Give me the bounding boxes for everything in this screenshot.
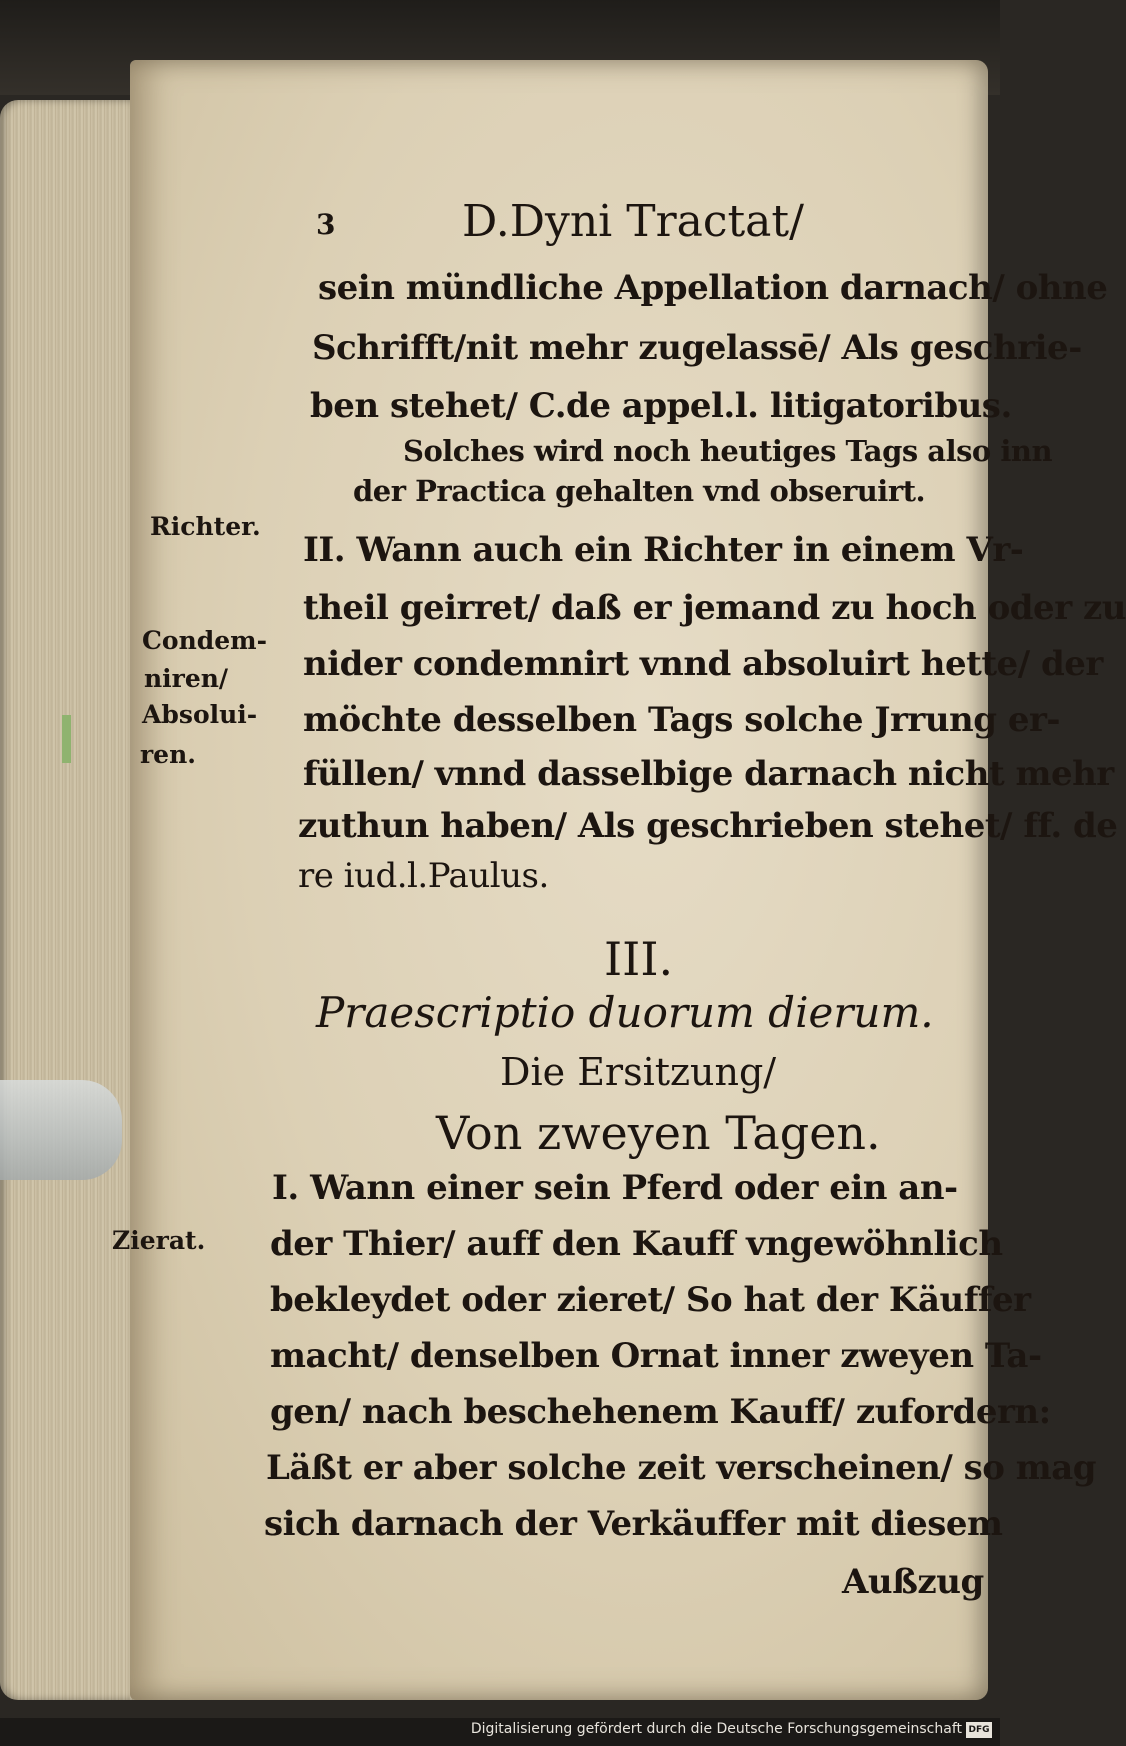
text-line: macht/ denselben Ornat inner zweyen Ta- <box>270 1336 1042 1376</box>
section-german-subtitle: Von zweyen Tagen. <box>436 1106 881 1160</box>
text-line: bekleydet oder zieret/ So hat der Käuffer <box>270 1280 1031 1320</box>
text-line: Solches wird noch heutiges Tags also inn <box>403 434 1053 468</box>
margin-note: ren. <box>140 740 196 769</box>
text-line: II. Wann auch ein Richter in einem Vr- <box>303 530 1024 570</box>
dfg-logo-icon: DFG <box>966 1722 992 1738</box>
text-line: theil geirret/ daß er jemand zu hoch oder zu <box>303 588 1126 628</box>
page-number: 3 <box>316 208 335 241</box>
catchword: Außzug <box>842 1562 984 1602</box>
text-line: nider condemnirt vnnd absoluirt hette/ der <box>303 644 1103 684</box>
footer-credit: Digitalisierung gefördert durch die Deutsche Forschungsgemeinschaft <box>470 1721 962 1737</box>
text-line: Läßt er aber solche zeit verscheinen/ so mag <box>266 1448 1097 1488</box>
margin-note: Condem- <box>142 626 267 655</box>
text-line: möchte desselben Tags solche Jrrung er- <box>303 700 1061 740</box>
text-line: sich darnach der Verkäuffer mit diesem <box>264 1504 1003 1544</box>
margin-note: Richter. <box>150 512 261 541</box>
section-latin-title: Praescriptio duorum dierum. <box>316 988 934 1037</box>
text-line: füllen/ vnnd dasselbige darnach nicht mehr <box>303 754 1114 794</box>
text-line: gen/ nach beschehenem Kauff/ zufordern: <box>270 1392 1051 1432</box>
text-line: der Thier/ auff den Kauff vngewöhnlich <box>270 1224 1003 1264</box>
text-line: re iud.l.Paulus. <box>298 856 549 896</box>
text-line: I. Wann einer sein Pferd oder ein an- <box>272 1168 958 1208</box>
text-line: zuthun haben/ Als geschrieben stehet/ ff. de <box>298 806 1118 846</box>
margin-note: niren/ <box>144 664 229 693</box>
running-title: D.Dyni Tractat/ <box>462 196 804 247</box>
text-line: Schrifft/nit mehr zugelassē/ Als geschrie- <box>312 328 1082 368</box>
text-line: der Practica gehalten vnd obseruirt. <box>353 474 926 508</box>
margin-note: Absolui- <box>142 700 258 729</box>
section-german-title: Die Ersitzung/ <box>500 1050 777 1094</box>
section-number: III. <box>604 932 674 986</box>
text-line: sein mündliche Appellation darnach/ ohne <box>318 268 1108 308</box>
margin-note: Zierat. <box>112 1226 206 1255</box>
text-line: ben stehet/ C.de appel.l. litigatoribus. <box>310 386 1012 426</box>
